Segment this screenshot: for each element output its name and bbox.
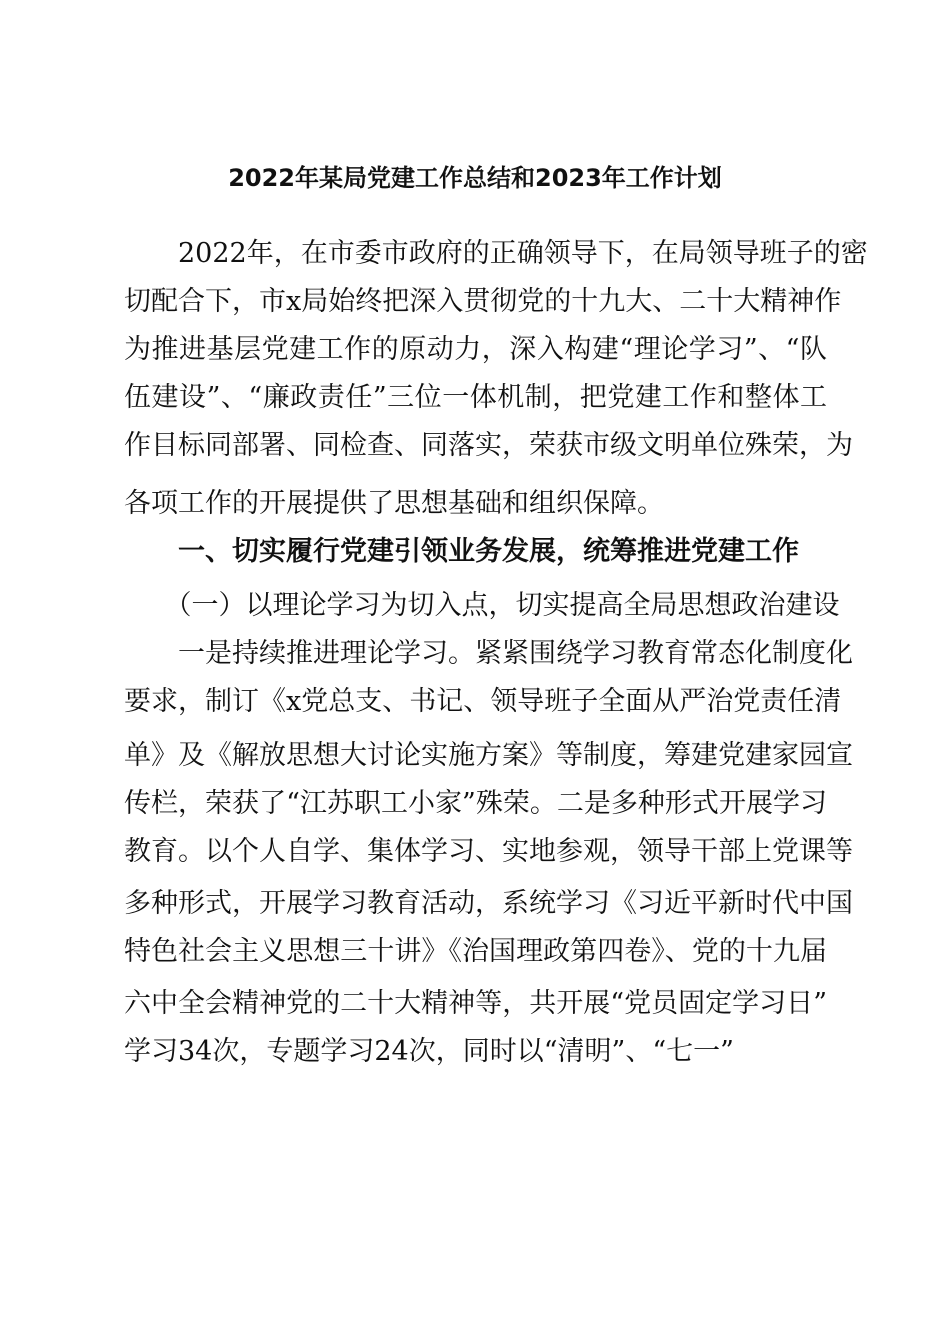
paragraph-line: 切配合下，市x局始终把深入贯彻党的十九大、二十大精神作	[124, 286, 842, 317]
paragraph-line: 六中全会精神党的二十大精神等，共开展“党员固定学习日”	[124, 988, 827, 1019]
paragraph-line: 各项工作的开展提供了思想基础和组织保障。	[124, 488, 664, 519]
paragraph-line: 作目标同部署、同检查、同落实，荣获市级文明单位殊荣，为	[124, 430, 853, 461]
paragraph-line: 教育。以个人自学、集体学习、实地参观，领导干部上党课等	[124, 836, 853, 867]
paragraph-line: 为推进基层党建工作的原动力，深入构建“理论学习”、“队	[124, 334, 827, 365]
paragraph-line: 要求，制订《x党总支、书记、领导班子全面从严治党责任清	[124, 686, 842, 717]
document-title: 2022年某局党建工作总结和2023年工作计划	[228, 164, 722, 192]
paragraph-line: 学习34次，专题学习24次，同时以“清明”、“七一”	[124, 1036, 734, 1067]
subsection-heading: （一）以理论学习为切入点，切实提高全局思想政治建设	[124, 590, 840, 621]
paragraph-line: 2022年，在市委市政府的正确领导下，在局领导班子的密	[124, 238, 868, 269]
paragraph-line: 特色社会主义思想三十讲》《治国理政第四卷》、党的十九届	[124, 936, 827, 967]
section-heading: 一、切实履行党建引领业务发展，统筹推进党建工作	[124, 536, 799, 567]
paragraph-line: 伍建设”、“廉政责任”三位一体机制，把党建工作和整体工	[124, 382, 827, 413]
paragraph-line: 一是持续推进理论学习。紧紧围绕学习教育常态化制度化	[124, 638, 853, 669]
paragraph-line: 传栏，荣获了“江苏职工小家”殊荣。二是多种形式开展学习	[124, 788, 827, 819]
paragraph-line: 单》及《解放思想大讨论实施方案》等制度，筹建党建家园宣	[124, 740, 853, 771]
paragraph-line: 多种形式，开展学习教育活动，系统学习《习近平新时代中国	[124, 888, 853, 919]
